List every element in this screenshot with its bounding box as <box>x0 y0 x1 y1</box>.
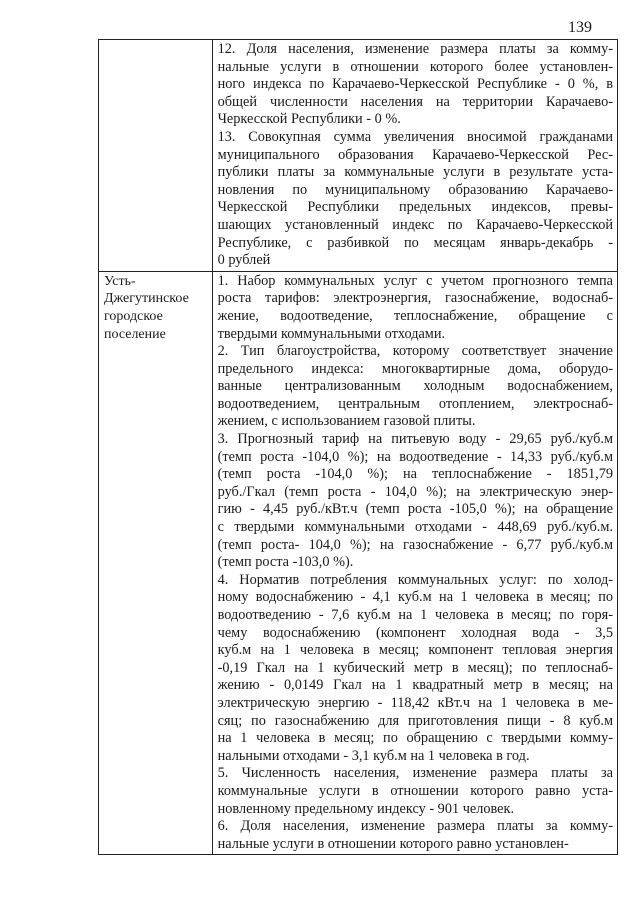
list-item <box>218 572 613 766</box>
text-line: нальные услуги в отношении которого более установлен- <box>217 58 613 75</box>
text-line: жению - 0,0149 Гкал на 1 квадратный метр в месяц; на <box>217 677 613 694</box>
text-line: нальные услуги в отношении которого равно установлен- <box>217 835 569 852</box>
text-line: (темп роста -104,0 %); на теплоснабжение - 1851,79 <box>217 466 613 483</box>
list-item <box>218 431 613 572</box>
text-line: публики платы за коммунальные услуги в результате уста- <box>217 164 613 181</box>
text-line: (темп роста- 104,0 %); на газоснабжение - 6,77 руб./куб.м <box>217 536 613 553</box>
list-item <box>218 343 613 431</box>
text-line: шающих установленный индекс по Карачаево-Черкесской <box>217 216 613 233</box>
region-name-line: поселение <box>104 326 166 342</box>
text-line: коммунальные услуги в отношении которого равно уста- <box>217 782 613 799</box>
list-item <box>218 765 613 818</box>
text-line: ному водоснабжению - 4,1 куб.м на 1 человека в месяц; по <box>217 589 613 606</box>
text-line: 3. Прогнозный тариф на питьевую воду - 29,65 руб./куб.м <box>217 431 613 448</box>
text-line: (темп роста -104,0 %); на водоотведение - 14,33 руб./куб.м <box>217 448 613 465</box>
text-line: 5. Численность населения, изменение размера платы за <box>217 765 613 782</box>
text-line: Черкесской Республики - 0 %. <box>217 111 401 128</box>
list-item <box>218 129 613 270</box>
text-line: 2. Тип благоустройства, которому соответствует значение <box>217 343 613 360</box>
text-line: водоотведению - 7,6 куб.м на 1 человека в месяц; по горя- <box>217 607 613 623</box>
items-cell <box>212 271 617 855</box>
text-line: куб.м на 1 человека в месяц; компонент тепловая энергия <box>217 642 613 659</box>
region-name-line: Джегутинское <box>104 291 189 307</box>
text-line: -0,19 Гкал на 1 кубический метр в месяц); по теплоснаб- <box>217 659 613 676</box>
text-line: ванные централизованным холодным водоснабжением, <box>217 378 613 395</box>
text-line: новленному предельному индексу - 901 человек. <box>217 800 515 817</box>
text-line: руб./Гкал (темп роста - 104,0 %); на электрическую энер- <box>217 483 613 500</box>
region-cell-empty <box>99 40 213 272</box>
text-line: роста тарифов: электроэнергия, газоснабжение, водоснаб- <box>217 290 613 307</box>
text-line: новления по муниципальному образованию Карачаево- <box>217 181 613 198</box>
text-line: жением, с использованием газовой плиты. <box>217 413 476 430</box>
text-line: (темп роста -103,0 %). <box>217 554 354 571</box>
text-line: 1. Набор коммунальных услуг с учетом прогнозного темпа <box>217 272 613 289</box>
text-line: предельного индекса: многоквартирные дома, оборудо- <box>217 360 613 377</box>
text-line: водоотведением, центральным отоплением, электроснаб- <box>217 395 613 412</box>
list-item <box>218 273 613 343</box>
list-item <box>218 818 613 853</box>
region-cell <box>99 271 213 855</box>
items-cell <box>212 40 617 272</box>
text-line: нальными отходами - 3,1 куб.м на 1 человека в год. <box>217 747 530 764</box>
text-line: гию - 4,45 руб./кВт.ч (темп роста -105,0 %); на обращение <box>217 501 613 518</box>
text-line: 12. Доля населения, изменение размера платы за комму- <box>217 41 613 57</box>
page-number: 139 <box>568 19 592 36</box>
text-line: 4. Норматив потребления коммунальных услуг: по холод- <box>217 571 613 588</box>
text-line: с твердыми коммунальными отходами - 448,69 руб./куб.м. <box>217 519 613 536</box>
table-row-continuation <box>99 40 618 272</box>
text-line: Черкесской Республики предельных индексов, превы- <box>217 199 613 216</box>
text-line: чему водоснабжению (компонент холодная вода - 3,5 <box>217 624 613 641</box>
text-line: на 1 человека в месяц; по обращению с твердыми комму- <box>217 730 613 747</box>
text-line: 13. Совокупная сумма увеличения вносимой гражданами <box>217 128 613 145</box>
region-name-line: городское <box>104 308 163 324</box>
text-line: электрическую энергию - 118,42 кВт.ч на 1 человека в ме- <box>217 694 613 711</box>
text-line: муниципального образования Карачаево-Черкесской Рес- <box>217 146 613 163</box>
text-line: ного индекса по Карачаево-Черкесской Республике - 0 %, в <box>217 76 613 93</box>
table-row-ust-dzheguta <box>99 271 618 855</box>
text-line: сяц; по газоснабжению для приготовления пищи - 8 куб.м <box>217 712 613 729</box>
text-line: общей численности населения на территории Карачаево- <box>217 93 613 110</box>
text-line: 0 рублей <box>217 252 271 269</box>
text-line: 6. Доля населения, изменение размера платы за комму- <box>217 818 613 835</box>
tariff-table <box>98 39 618 855</box>
text-line: Республике, с разбивкой по месяцам январь-декабрь - <box>217 234 613 251</box>
text-line: жение, водоотведение, теплоснабжение, обращение с <box>217 307 613 324</box>
region-name-line: Усть- <box>104 273 136 289</box>
list-item <box>218 41 613 129</box>
text-line: твердыми коммунальными отходами. <box>217 325 446 342</box>
